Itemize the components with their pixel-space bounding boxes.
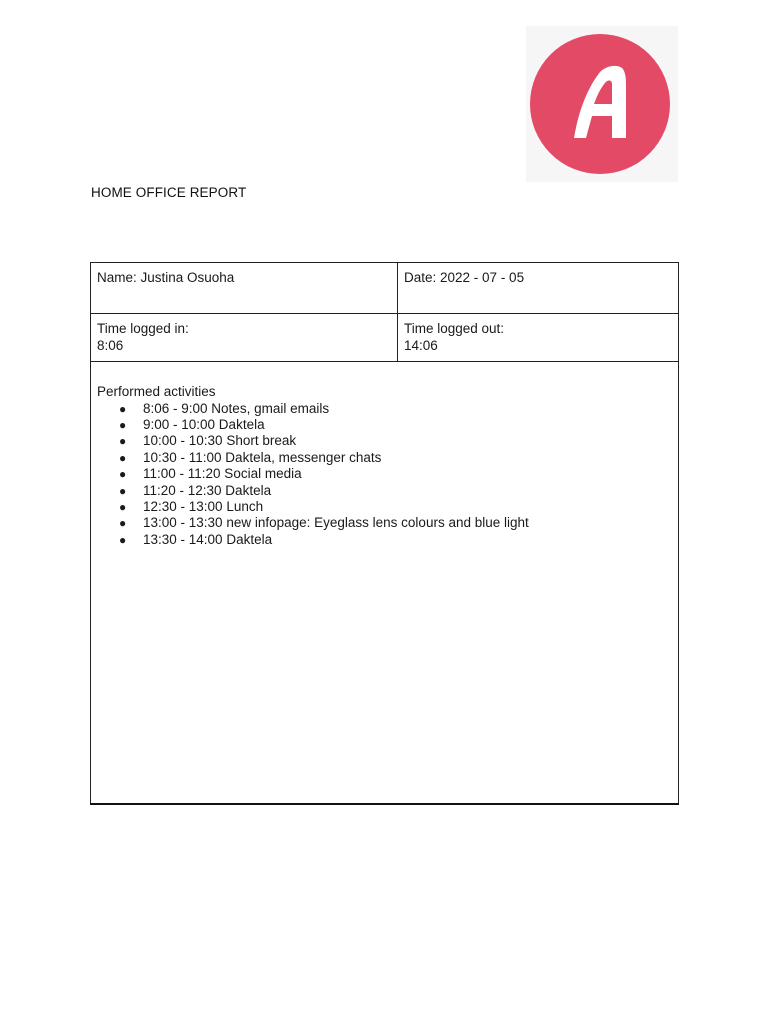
time-logged-out-cell bbox=[398, 314, 679, 362]
list-item bbox=[97, 450, 672, 466]
time-logged-in-label: Time logged in: bbox=[97, 321, 189, 336]
activity-text: 9:00 - 10:00 Daktela bbox=[143, 416, 265, 432]
activity-list bbox=[97, 401, 672, 549]
date-cell: Date: 2022 - 07 - 05 bbox=[398, 263, 679, 314]
list-item bbox=[97, 515, 672, 531]
bullet-icon: ● bbox=[119, 532, 127, 547]
bullet-icon: ● bbox=[119, 434, 127, 449]
activities-cell bbox=[91, 362, 679, 805]
activity-text: 10:00 - 10:30 Short break bbox=[143, 433, 297, 449]
bullet-icon: ● bbox=[119, 450, 127, 465]
bullet-icon: ● bbox=[119, 417, 127, 432]
list-item bbox=[97, 433, 672, 449]
time-logged-out-label: Time logged out: bbox=[404, 321, 505, 336]
time-logged-in-value: 8:06 bbox=[97, 337, 124, 353]
list-item bbox=[97, 499, 672, 515]
bullet-icon: ● bbox=[119, 499, 127, 514]
activity-text: 13:00 - 13:30 new infopage: Eyeglass lens colours and blue light bbox=[143, 515, 529, 531]
bullet-icon: ● bbox=[119, 516, 127, 531]
table-row bbox=[91, 362, 679, 805]
activity-text: 12:30 - 13:00 Lunch bbox=[143, 498, 264, 514]
company-logo bbox=[526, 26, 678, 182]
activity-text: 10:30 - 11:00 Daktela, messenger chats bbox=[143, 449, 382, 465]
activities-heading: Performed activities bbox=[97, 384, 216, 399]
time-logged-out-value: 14:06 bbox=[404, 337, 438, 353]
list-item bbox=[97, 401, 672, 417]
name-cell: Name: Justina Osuoha bbox=[91, 263, 398, 314]
activity-text: 13:30 - 14:00 Daktela bbox=[143, 531, 273, 547]
report-table bbox=[90, 262, 679, 805]
list-item bbox=[97, 466, 672, 482]
document-title: HOME OFFICE REPORT bbox=[91, 185, 247, 200]
table-row bbox=[91, 263, 679, 314]
time-logged-in-cell bbox=[91, 314, 398, 362]
letter-a-logo-icon bbox=[526, 26, 678, 182]
bullet-icon: ● bbox=[119, 467, 127, 482]
bullet-icon: ● bbox=[119, 483, 127, 498]
list-item bbox=[97, 417, 672, 433]
table-row bbox=[91, 314, 679, 362]
activity-text: 11:20 - 12:30 Daktela bbox=[143, 482, 272, 498]
activity-text: 8:06 - 9:00 Notes, gmail emails bbox=[143, 400, 330, 416]
list-item bbox=[97, 483, 672, 499]
activity-text: 11:00 - 11:20 Social media bbox=[143, 466, 302, 482]
list-item bbox=[97, 532, 672, 548]
bullet-icon: ● bbox=[119, 401, 127, 416]
